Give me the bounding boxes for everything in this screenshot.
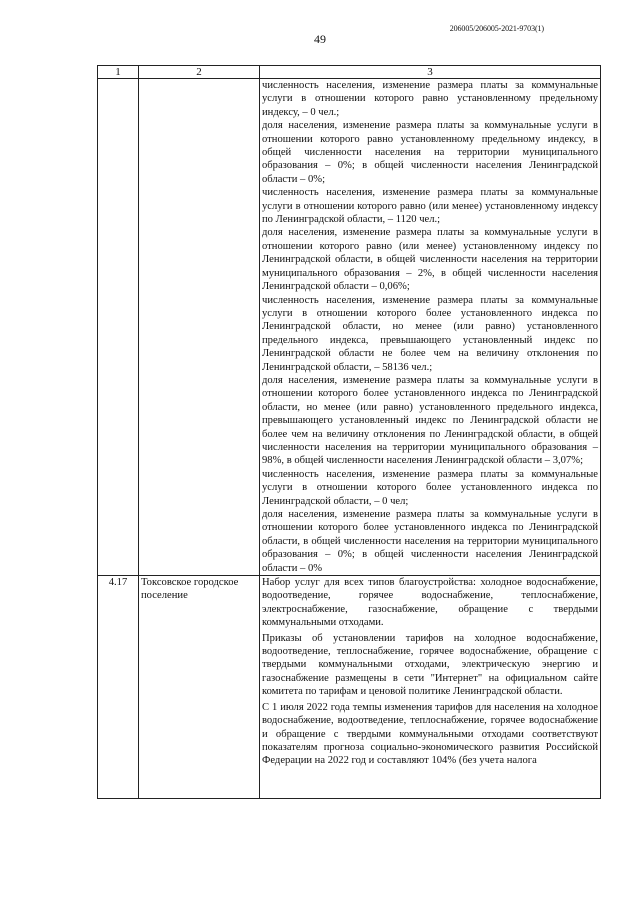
paragraph: Набор услуг для всех типов благоустройства: холодное водоснабжение, водоотведение, горячее водоснабжение, теплоснабжение, электроснабжение, газоснабжение, обращение с твердыми коммунальными отходами. <box>262 577 598 629</box>
column-header-2: 2 <box>139 66 260 79</box>
data-table <box>97 65 601 799</box>
settlement-cell: Токсовское городское поселение <box>139 576 260 799</box>
paragraph: Приказы об установлении тарифов на холодное водоснабжение, водоотведение, теплоснабжение, горячее водоснабжение, обращение с твердыми коммунальными отходами, электрическую энергию и газоснабжение размещены в сети "Интернет" на официальном сайте комитета по тарифам и ценовой политике Ленинградской области. <box>262 632 598 698</box>
table-row-4-17 <box>98 576 601 799</box>
paragraph: доля населения, изменение размера платы за коммунальные услуги в отношении которого более установленного индекса по Ленинградской области, в общей численности населения на территории муниципального образования – 0%; в общей численности населения Ленинградской области – 0% <box>262 509 598 574</box>
document-id: 206005/206005-2021-9703(1) <box>449 24 544 33</box>
paragraph: доля населения, изменение размера платы за коммунальные услуги в отношении которого равно (или менее) установленному индексу по Ленинградской области, в общей численности населения на территории муниципального образования – 2%, в общей численности населения Ленинградской области – 0,06%; <box>262 227 598 293</box>
paragraph: доля населения, изменение размера платы за коммунальные услуги в отношении которого равно установленному предельному индексу, в общей численности населения на территории муниципального образования – 0%; в общей численности населения Ленинградской области – 0%; <box>262 120 598 185</box>
paragraph: численность населения, изменение размера платы за коммунальные услуги в отношении которого равно (или менее) установленному индексу по Ленинградской области, – 1120 чел.; <box>262 187 598 226</box>
table-row-continued <box>98 79 601 576</box>
paragraph: численность населения, изменение размера платы за коммунальные услуги в отношении которого равно установленному предельному индексу, – 0 чел.; <box>262 80 598 118</box>
page-number: 49 <box>314 32 326 46</box>
paragraph: численность населения, изменение размера платы за коммунальные услуги в отношении которого более установленного индекса по Ленинградской области, – 0 чел; <box>262 468 598 507</box>
paragraph: численность населения, изменение размера платы за коммунальные услуги в отношении которого более установленного индекса по Ленинградской области, но менее (или равно) установленного предельного индекса, превышающего установленный индекс по Ленинградской области не более чем на величину отклонения по Ленинградской области, – 58136 чел.; <box>262 294 598 373</box>
paragraph: С 1 июля 2022 года темпы изменения тарифов для населения на холодное водоснабжение, водоотведение, теплоснабжение, горячее водоснабжение и обращение с твердыми коммунальными отходами соответствуют показателям прогноза социально-экономического развития Российской Федерации на 2022 год и составляют 104% (без учета налога <box>262 701 598 767</box>
column-header-3: 3 <box>260 66 601 79</box>
row-number-cell <box>98 79 139 576</box>
table-header-row <box>98 66 601 79</box>
paragraph: доля населения, изменение размера платы за коммунальные услуги в отношении которого более установленного индекса по Ленинградской области, но менее (или равно) установленного предельного индекса, превышающего установленный индекс по Ленинградской области не более чем на величину отклонения по Ленинградской области, в общей численности населения на территории муниципального образования – 98%, в общей численности населения Ленинградской области – 3,07%; <box>262 374 598 467</box>
column-header-1: 1 <box>98 66 139 79</box>
description-cell <box>260 79 601 576</box>
row-number-cell: 4.17 <box>98 576 139 799</box>
description-cell <box>260 576 601 799</box>
settlement-cell <box>139 79 260 576</box>
